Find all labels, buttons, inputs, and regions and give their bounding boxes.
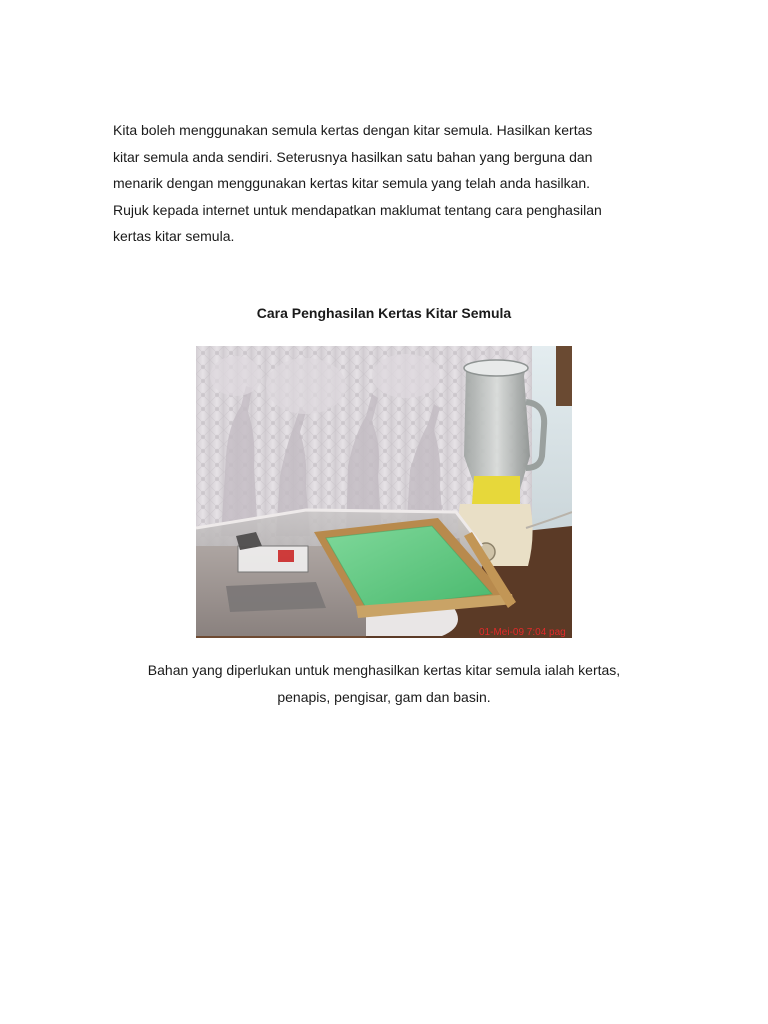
intro-line: Rujuk kepada internet untuk mendapatkan maklumat tentang cara penghasilan [113,201,602,218]
intro-paragraph [113,117,658,250]
intro-line: Kita boleh menggunakan semula kertas dengan kitar semula. Hasilkan kertas [113,122,593,138]
caption-line: penapis, pengisar, gam dan basin. [277,688,491,705]
intro-line: kitar semula anda sendiri. Seterusnya hasilkan satu bahan yang berguna dan [113,148,593,165]
section-heading: Cara Penghasilan Kertas Kitar Semula [256,305,512,321]
photo-timestamp: 01-Mei-09 7:04 pag [479,627,566,638]
caption-line: Bahan yang diperlukan untuk menghasilkan kertas kitar semula ialah kertas, [147,662,621,678]
materials-photo [196,346,572,638]
photo-caption [0,657,768,710]
intro-line: menarik dengan menggunakan kertas kitar semula yang telah anda hasilkan. [113,175,591,192]
intro-line: kertas kitar semula. [113,228,235,245]
